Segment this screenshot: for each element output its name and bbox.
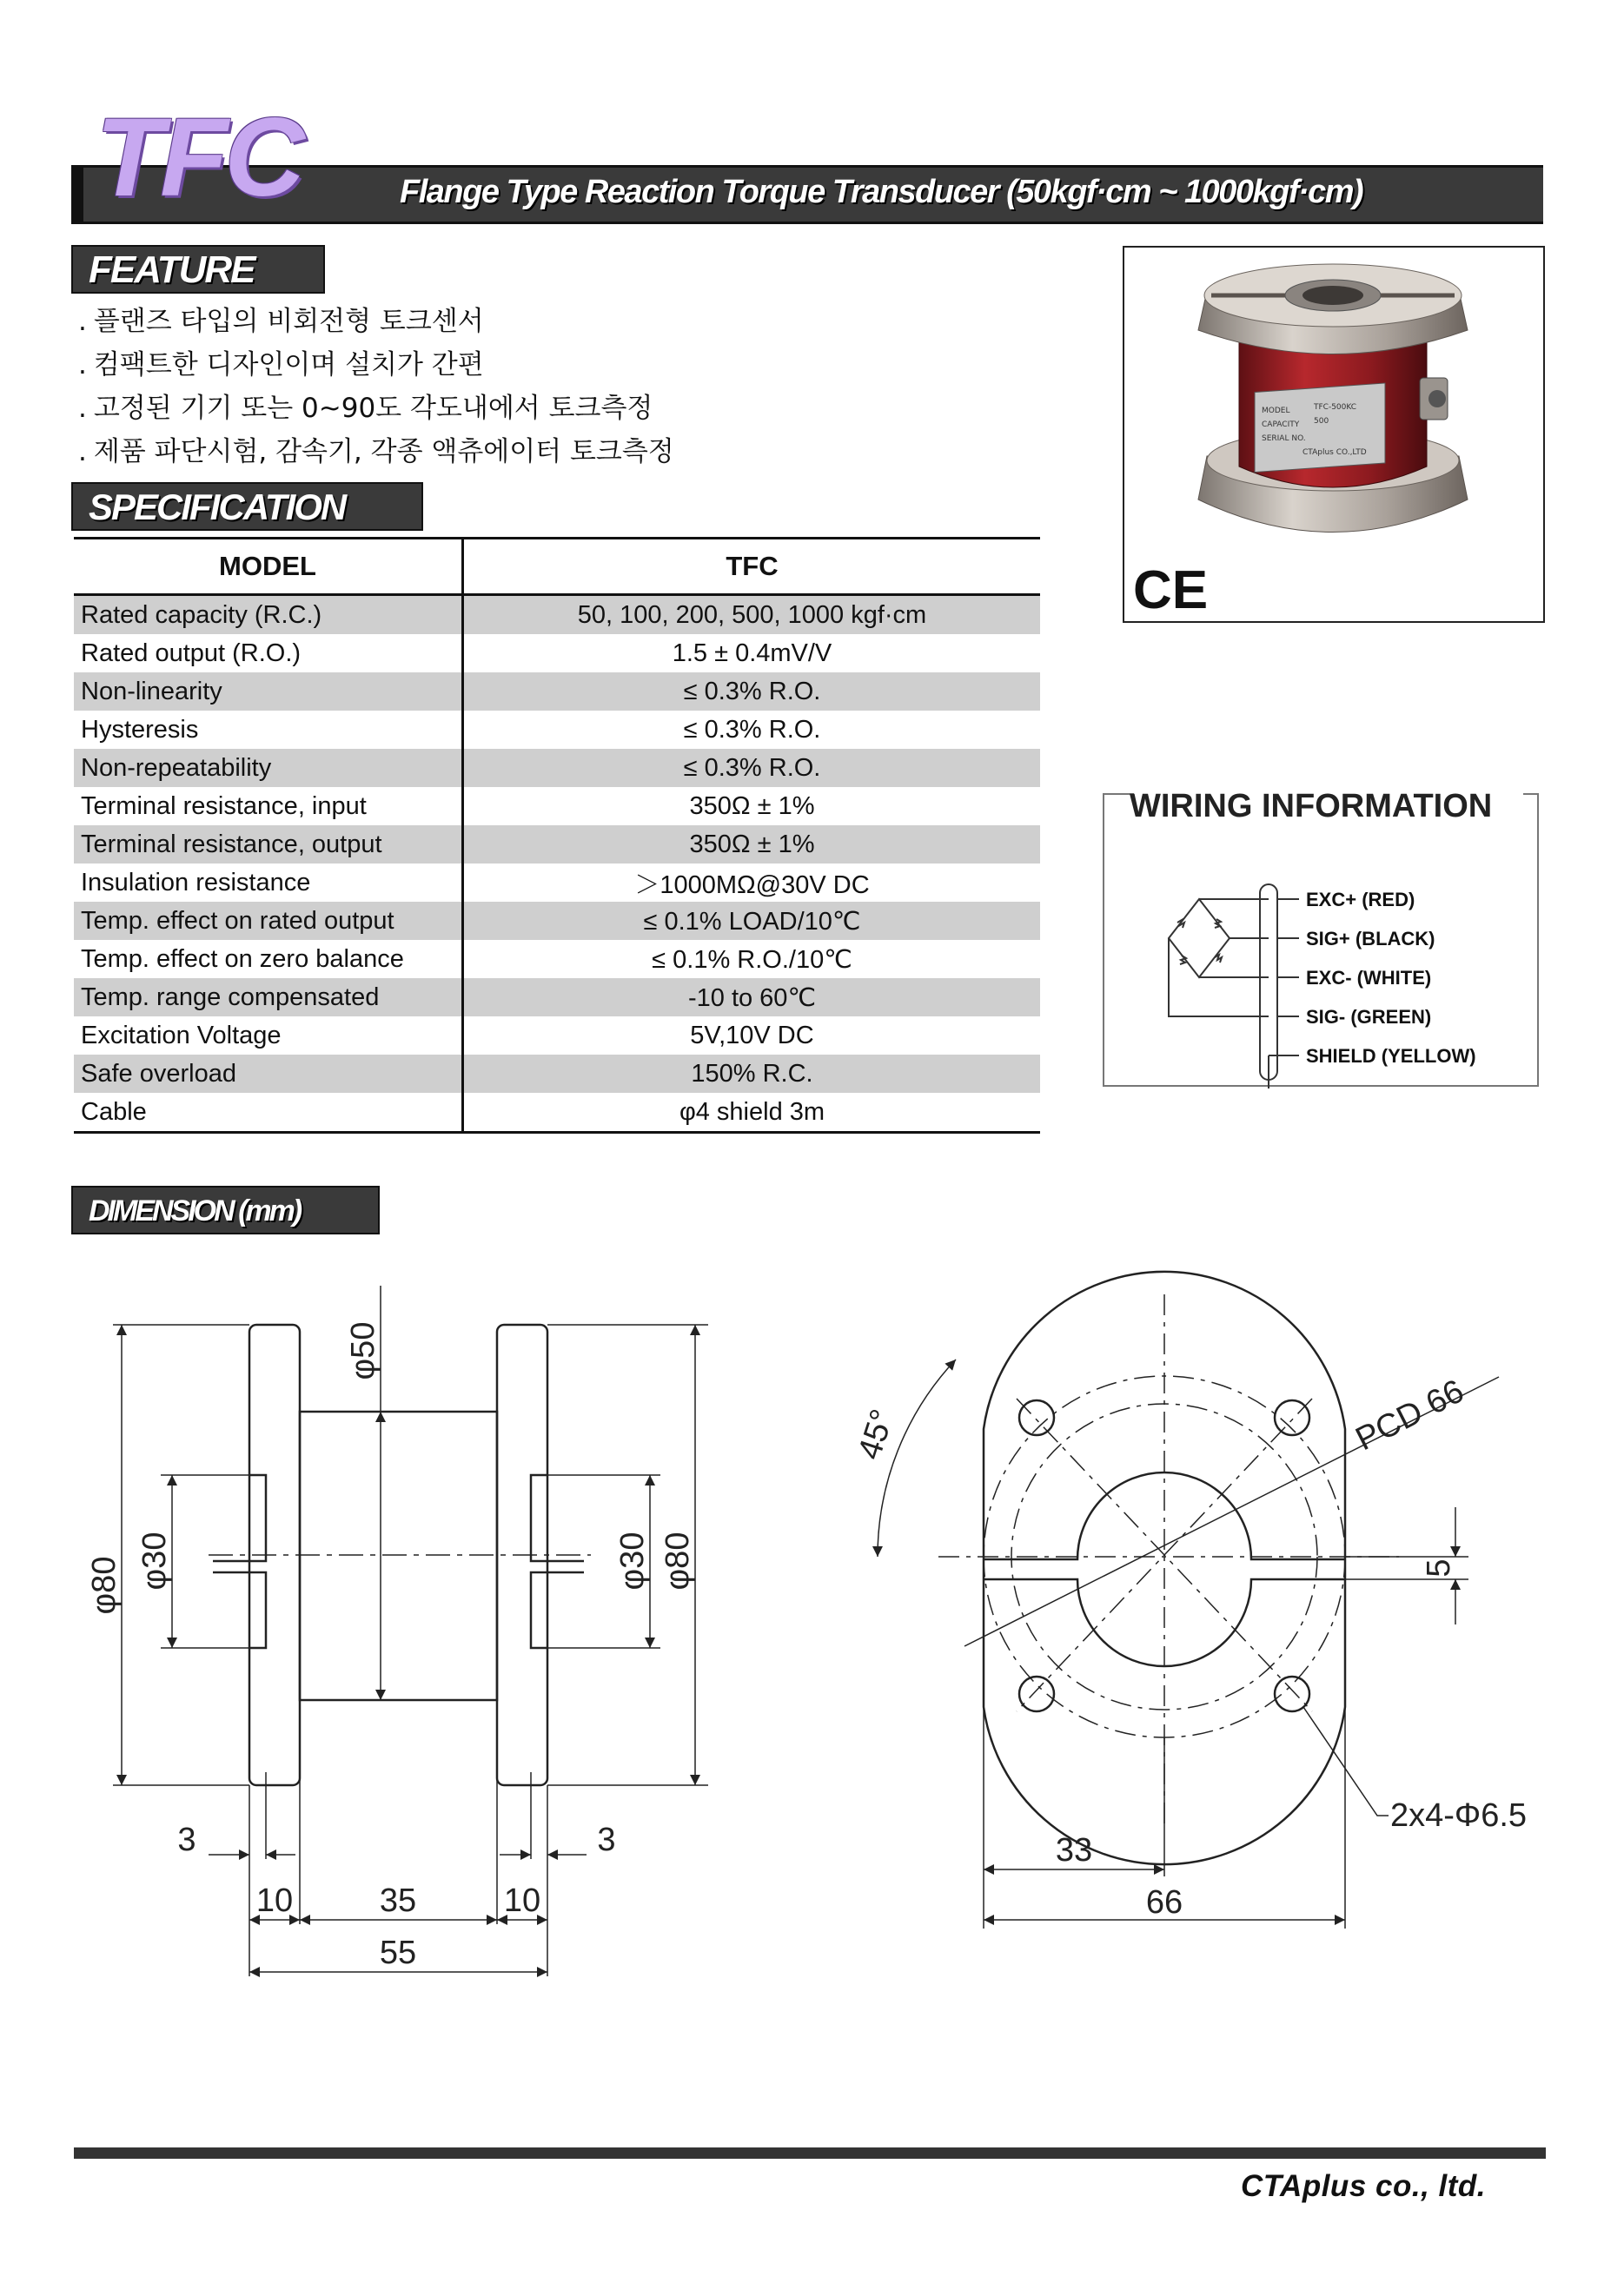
feature-item: . 플랜즈 타입의 비회전형 토크센서: [78, 306, 484, 337]
feature-list: [78, 300, 674, 473]
table-row: Temp. effect on zero balance ≤ 0.1% R.O./10℃: [74, 940, 1040, 978]
dim-flange-right: 10: [503, 1882, 541, 1919]
wiring-information: [1099, 791, 1542, 1088]
table-row: Hysteresis ≤ 0.3% R.O.: [74, 711, 1040, 749]
svg-text:TFC-500KC: TFC-500KC: [1314, 403, 1357, 412]
dim-step-right: 3: [597, 1822, 616, 1858]
ce-mark-icon: CE: [1133, 560, 1209, 620]
table-row: Temp. range compensated -10 to 60℃: [74, 978, 1040, 1016]
dim-half-width: 33: [1055, 1832, 1093, 1869]
dim-left-outer: φ80: [86, 1556, 123, 1615]
dim-holes: 2x4-Φ6.5: [1390, 1797, 1528, 1834]
svg-text:SERIAL NO.: SERIAL NO.: [1262, 434, 1306, 443]
feature-item: . 제품 파단시험, 감속기, 각종 액츄에이터 토크측정: [78, 436, 674, 467]
transducer-illustration: [1124, 248, 1543, 621]
table-row: Rated output (R.O.) 1.5 ± 0.4mV/V: [74, 634, 1040, 672]
table-row: Terminal resistance, output 350Ω ± 1%: [74, 825, 1040, 863]
dim-left-inner: φ30: [136, 1532, 173, 1591]
dimension-heading: DIMENSION (mm): [71, 1186, 380, 1234]
table-row: Temp. effect on rated output ≤ 0.1% LOAD/10℃: [74, 902, 1040, 940]
feature-item: . 컴팩트한 디자인이며 설치가 간편: [78, 349, 484, 380]
table-row: Rated capacity (R.C.) 50, 100, 200, 500, 1000 kgf·cm: [74, 595, 1040, 635]
name-plate: [1255, 383, 1385, 472]
table-row: Non-linearity ≤ 0.3% R.O.: [74, 672, 1040, 711]
table-row: Terminal resistance, input 350Ω ± 1%: [74, 787, 1040, 825]
dim-body-dia: φ50: [345, 1321, 381, 1380]
dim-right-inner: φ30: [614, 1532, 651, 1591]
product-title: TFC: [96, 96, 302, 220]
wiring-title: WIRING INFORMATION: [1130, 791, 1493, 824]
wire-exc-plus: EXC+ (RED): [1306, 889, 1415, 910]
dim-angle: 45°: [851, 1405, 902, 1465]
footer-bar: [74, 2147, 1546, 2159]
dim-step-left: 3: [177, 1822, 196, 1858]
dim-total-length: 55: [379, 1935, 417, 1971]
side-view: [86, 1286, 708, 1976]
wire-sig-minus: SIG- (GREEN): [1306, 1006, 1432, 1028]
svg-text:MODEL: MODEL: [1262, 407, 1290, 415]
dim-width: 66: [1145, 1884, 1183, 1921]
dim-pcd: PCD 66: [1349, 1373, 1470, 1459]
table-row: Cable φ4 shield 3m: [74, 1093, 1040, 1133]
dimension-drawing: [0, 1251, 1624, 2015]
svg-text:CTAplus CO.,LTD: CTAplus CO.,LTD: [1303, 448, 1367, 457]
spec-table: [74, 537, 1040, 1134]
svg-text:500: 500: [1314, 417, 1329, 426]
spec-header-model: MODEL: [74, 539, 463, 595]
spec-header-tfc: TFC: [463, 539, 1041, 595]
table-row: Safe overload 150% R.C.: [74, 1055, 1040, 1093]
table-row: Non-repeatability ≤ 0.3% R.O.: [74, 749, 1040, 787]
company-name: CTAplus co., ltd.: [1241, 2169, 1487, 2203]
table-row: Insulation resistance ＞1000MΩ@30V DC: [74, 863, 1040, 902]
dim-body-length: 35: [379, 1882, 417, 1919]
feature-item: . 고정된 기기 또는 0~90도 각도내에서 토크측정: [78, 393, 653, 424]
dim-flange-left: 10: [255, 1882, 294, 1919]
wire-shield: SHIELD (YELLOW): [1306, 1045, 1476, 1067]
specification-heading: SPECIFICATION: [71, 482, 423, 531]
spec-header-row: [74, 539, 1040, 595]
product-photo: [1123, 246, 1545, 623]
feature-heading: FEATURE: [71, 245, 325, 294]
wire-sig-plus: SIG+ (BLACK): [1306, 928, 1435, 949]
product-subtitle: Flange Type Reaction Torque Transducer (50kgf·cm ~ 1000kgf·cm): [400, 174, 1363, 210]
svg-text:CAPACITY: CAPACITY: [1262, 420, 1300, 429]
bridge-circuit-icon: [1169, 884, 1277, 1088]
wire-exc-minus: EXC- (WHITE): [1306, 967, 1432, 989]
table-row: Excitation Voltage 5V,10V DC: [74, 1016, 1040, 1055]
dim-slot: 5: [1421, 1558, 1457, 1578]
front-view: [852, 1272, 1527, 1929]
dim-right-outer: φ80: [660, 1532, 696, 1591]
